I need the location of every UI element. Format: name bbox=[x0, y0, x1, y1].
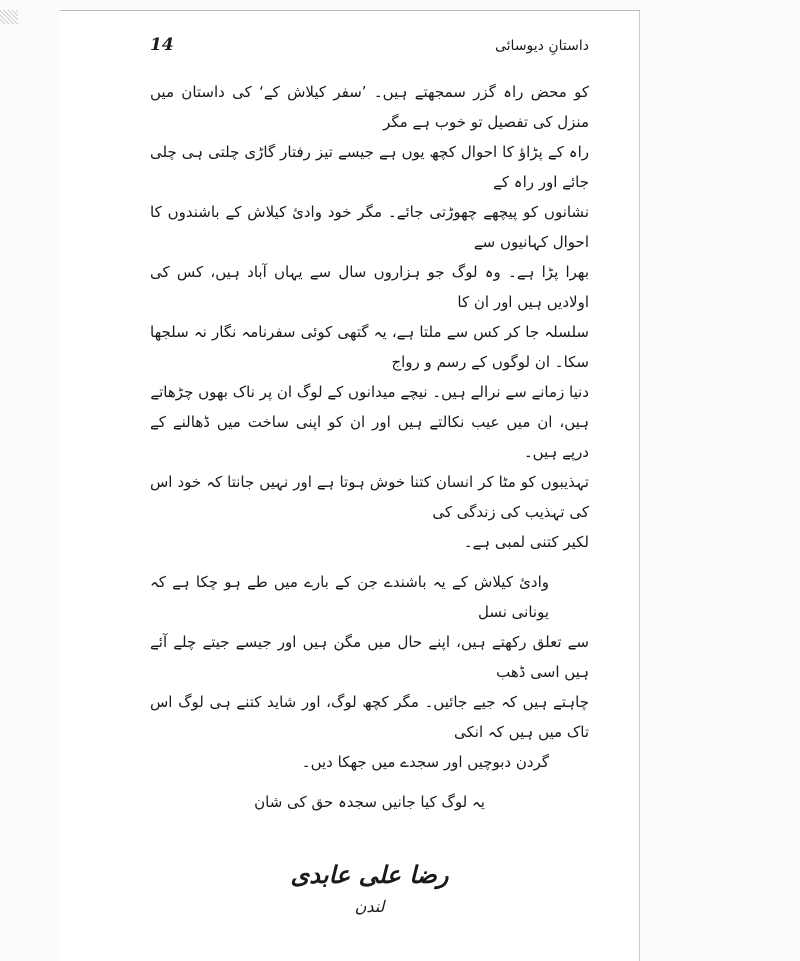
scan-corner-pattern bbox=[0, 10, 18, 24]
text-line: ہیں، ان میں عیب نکالتے ہیں اور ان کو اپنی ساخت میں ڈھالنے کے درپے ہیں۔ bbox=[150, 413, 589, 461]
text-line: تہذیبوں کو مٹا کر انسان کتنا خوش ہوتا ہے اور نہیں جانتا کہ خود اس کی تہذیب کی زندگی کی bbox=[150, 473, 589, 521]
paragraph-2 bbox=[150, 567, 589, 777]
text-line: چاہتے ہیں کہ جیے جائیں۔ مگر کچھ لوگ، اور شاید کتنے ہی لوگ اس تاک میں ہیں کہ انکی bbox=[150, 693, 589, 741]
text-line: لکیر کتنی لمبی ہے۔ bbox=[463, 533, 589, 551]
running-title: داستانِ دیوسائی bbox=[494, 38, 589, 54]
author-location: لندن bbox=[354, 897, 385, 916]
text-line: راہ کے پڑاؤ کا احوال کچھ یوں ہے جیسے تیز رفتار گاڑی چلتی ہی چلی جائے اور راہ کے bbox=[150, 143, 589, 191]
book-page bbox=[60, 10, 640, 961]
text-line: نشانوں کو پیچھے چھوڑتی جائے۔ مگر خود وادیٔ کیلاش کے باشندوں کا احوال کہانیوں سے bbox=[150, 203, 589, 251]
text-line: گردن دبوچیں اور سجدے میں جھکا دیں۔ bbox=[301, 753, 549, 771]
page-header bbox=[150, 35, 589, 55]
paragraph-1 bbox=[150, 77, 589, 557]
text-line: دنیا زمانے سے نرالے ہیں۔ نیچے میدانوں کے لوگ ان پر ناک بھوں چڑھاتے bbox=[150, 383, 589, 401]
text-line: سلسلہ جا کر کس سے ملتا ہے، یہ گتھی کوئی سفرنامہ نگار نہ سلجھا سکا۔ ان لوگوں کے رسم و رواج bbox=[150, 323, 589, 371]
verse-line: یہ لوگ کیا جانیں سجدہ حق کی شان bbox=[254, 793, 485, 811]
author-signature: رضا علی عابدی bbox=[290, 861, 449, 889]
text-line: وادیٔ کیلاش کے یہ باشندے جن کے بارے میں طے ہو چکا ہے کہ یونانی نسل bbox=[150, 573, 549, 621]
text-line: بھرا پڑا ہے۔ وہ لوگ جو ہزاروں سال سے یہاں آباد ہیں، کس کی اولادیں ہیں اور ان کا bbox=[150, 263, 589, 311]
page-number: 14 bbox=[150, 35, 174, 55]
text-line: کو محض راہ گزر سمجھتے ہیں۔ ’سفر کیلاش کے‘ کی داستان میں منزل کی تفصیل تو خوب ہے مگر bbox=[150, 83, 589, 131]
text-line: سے تعلق رکھتے ہیں، اپنے حال میں مگن ہیں اور جیسے جیتے چلے آئے ہیں اسی ڈھب bbox=[150, 633, 589, 681]
